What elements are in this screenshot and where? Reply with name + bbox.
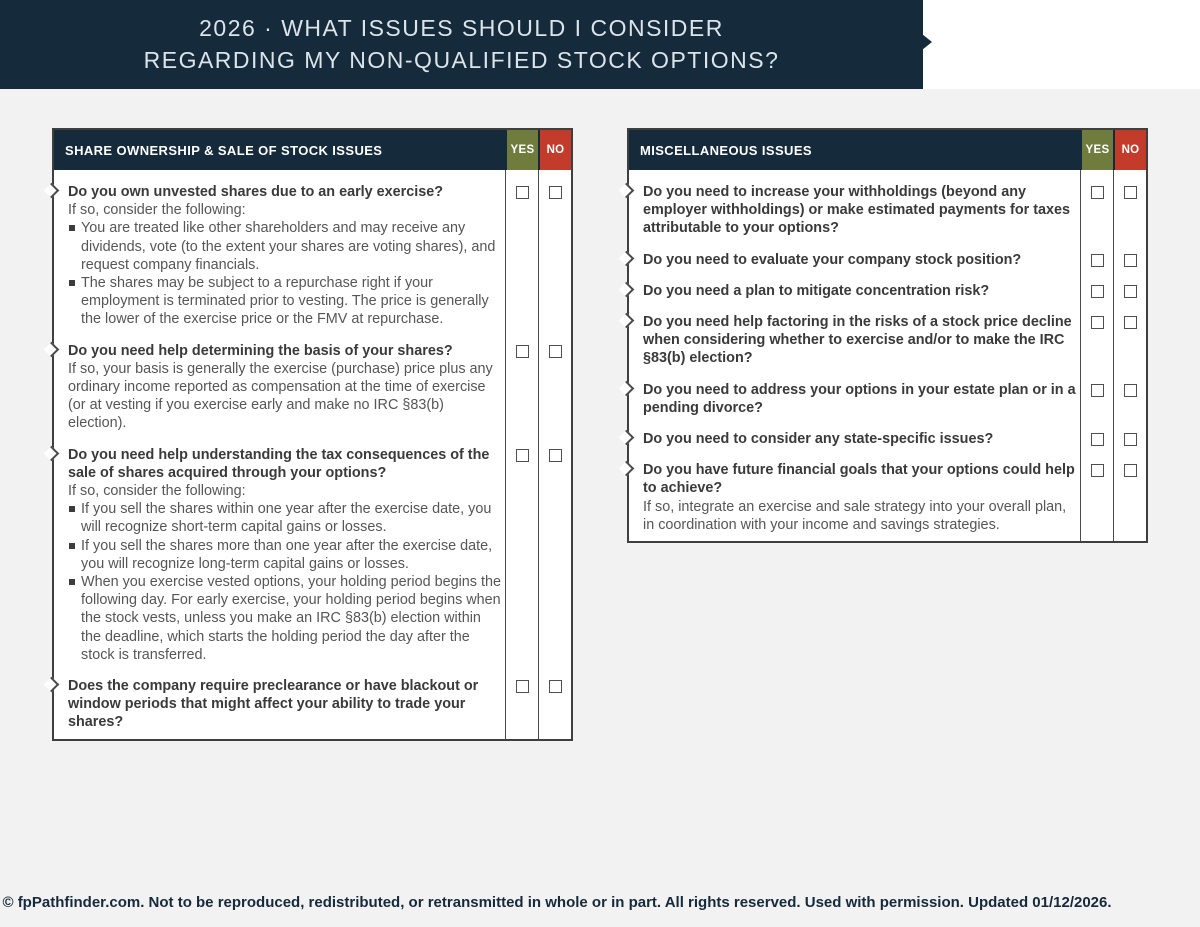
- no-checkbox[interactable]: [549, 449, 562, 462]
- yes-cell: [1080, 424, 1113, 455]
- question-text: Do you need help understanding the tax consequences of the sale of shares acquired through your options?: [68, 446, 490, 481]
- no-column-header: NO: [1113, 130, 1146, 170]
- no-cell: [1113, 307, 1146, 375]
- square-bullet-icon: [69, 543, 75, 549]
- question-row: [54, 170, 571, 336]
- question-text: Do you need help factoring in the risks of a stock price decline when considering whether to exercise and/or to make the IRC §83(b) election?: [643, 314, 1072, 367]
- question-note: If so, consider the following:: [68, 483, 246, 500]
- question-row: [54, 671, 571, 739]
- question-note: If so, integrate an exercise and sale strategy into your overall plan, in coordination with your income and savings strategies.: [643, 498, 1067, 533]
- question-note: If so, your basis is generally the exercise (purchase) price plus any ordinary income reported as compensation at the time of exercise (or at vesting if you exercise early and make no IRC §83(b) election).: [68, 360, 493, 432]
- question-text: Do you need to increase your withholdings (beyond any employer withholdings) or make estimated payments for taxes attributable to your options?: [643, 184, 1071, 237]
- yes-checkbox[interactable]: [1091, 285, 1104, 298]
- bullet-item: [68, 274, 501, 329]
- no-checkbox[interactable]: [1124, 254, 1137, 267]
- checklist-table-share-ownership: [52, 128, 573, 741]
- yes-checkbox[interactable]: [516, 449, 529, 462]
- yes-checkbox[interactable]: [1091, 384, 1104, 397]
- bullet-text: When you exercise vested options, your holding period begins the following day. For early exercise, your holding period begins when the stock vests, unless you make an IRC §83(b) election within the deadline, which starts the holding period the day after the stock is transferred.: [81, 574, 501, 663]
- page-title-line2: REGARDING MY NON-QUALIFIED STOCK OPTIONS?: [143, 47, 780, 73]
- checklist-table-miscellaneous: [627, 128, 1148, 543]
- no-checkbox[interactable]: [1124, 316, 1137, 329]
- no-cell: [1113, 424, 1146, 455]
- bullet-item: [68, 537, 501, 573]
- footer-copyright: © fpPathfinder.com. Not to be reproduced, redistributed, or retransmitted in whole or in part. All rights reserved. Used with permission. Updated 01/12/2026.: [2, 894, 1112, 911]
- yes-cell: [1080, 455, 1113, 541]
- yes-cell: [1080, 375, 1113, 424]
- no-cell: [1113, 245, 1146, 276]
- yes-cell: [505, 336, 538, 440]
- question-row: [629, 170, 1146, 245]
- chevron-right-icon: [44, 677, 60, 693]
- question-text: Do you need to consider any state-specific issues?: [643, 431, 994, 448]
- table-header: [54, 130, 571, 170]
- bullet-item: [68, 573, 501, 664]
- right-arrow-icon: [922, 34, 932, 50]
- no-cell: [538, 440, 571, 671]
- no-cell: [538, 671, 571, 739]
- yes-checkbox[interactable]: [1091, 316, 1104, 329]
- question-cell: [54, 440, 505, 671]
- chevron-right-icon: [619, 282, 635, 298]
- page-title-line1: 2026 · WHAT ISSUES SHOULD I CONSIDER: [199, 15, 724, 41]
- chevron-right-icon: [44, 445, 60, 461]
- chevron-right-icon: [619, 183, 635, 199]
- question-text: Do you have future financial goals that your options could help to achieve?: [643, 462, 1075, 497]
- question-cell: [629, 455, 1080, 541]
- header-white-strip: [923, 0, 1200, 89]
- bullet-text: If you sell the shares within one year after the exercise date, you will recognize short-term capital gains or losses.: [81, 501, 492, 536]
- chevron-right-icon: [619, 313, 635, 329]
- yes-cell: [1080, 307, 1113, 375]
- yes-checkbox[interactable]: [1091, 254, 1104, 267]
- bullet-item: [68, 219, 501, 274]
- question-row: [629, 455, 1146, 541]
- yes-column-header: YES: [1080, 130, 1113, 170]
- question-text: Do you own unvested shares due to an early exercise?: [68, 184, 444, 200]
- yes-checkbox[interactable]: [1091, 186, 1104, 199]
- chevron-right-icon: [44, 341, 60, 357]
- no-checkbox[interactable]: [549, 186, 562, 199]
- yes-cell: [1080, 170, 1113, 245]
- no-checkbox[interactable]: [1124, 285, 1137, 298]
- no-checkbox[interactable]: [1124, 433, 1137, 446]
- question-row: [629, 245, 1146, 276]
- yes-checkbox[interactable]: [516, 680, 529, 693]
- question-cell: [629, 170, 1080, 245]
- no-cell: [538, 170, 571, 336]
- no-checkbox[interactable]: [1124, 384, 1137, 397]
- question-cell: [54, 170, 505, 336]
- question-cell: [629, 424, 1080, 455]
- yes-checkbox[interactable]: [1091, 433, 1104, 446]
- chevron-right-icon: [619, 461, 635, 477]
- square-bullet-icon: [69, 225, 75, 231]
- question-cell: [629, 375, 1080, 424]
- bullet-text: If you sell the shares more than one year after the exercise date, you will recognize long-term capital gains or losses.: [81, 537, 493, 572]
- question-cell: [629, 245, 1080, 276]
- yes-cell: [505, 170, 538, 336]
- no-cell: [1113, 170, 1146, 245]
- bullet-text: You are treated like other shareholders and may receive any dividends, vote (to the extent your shares are voting shares), and request company financials.: [81, 220, 496, 273]
- yes-cell: [1080, 245, 1113, 276]
- question-text: Do you need to evaluate your company stock position?: [643, 251, 1022, 268]
- no-cell: [1113, 375, 1146, 424]
- chevron-right-icon: [619, 430, 635, 446]
- question-row: [54, 336, 571, 440]
- no-checkbox[interactable]: [549, 345, 562, 358]
- no-cell: [1113, 276, 1146, 307]
- bullet-item: [68, 500, 501, 536]
- no-cell: [1113, 455, 1146, 541]
- no-checkbox[interactable]: [1124, 464, 1137, 477]
- bullet-text: The shares may be subject to a repurchase right if your employment is terminated prior to vesting. The price is generally the lower of the exercise price or the FMV at repurchase.: [81, 275, 489, 328]
- yes-cell: [1080, 276, 1113, 307]
- question-cell: [629, 307, 1080, 375]
- yes-checkbox[interactable]: [516, 345, 529, 358]
- table-header: [629, 130, 1146, 170]
- no-cell: [538, 336, 571, 440]
- square-bullet-icon: [69, 280, 75, 286]
- no-checkbox[interactable]: [1124, 186, 1137, 199]
- chevron-right-icon: [44, 183, 60, 199]
- question-text: Do you need a plan to mitigate concentration risk?: [643, 282, 990, 299]
- question-row: [629, 307, 1146, 375]
- no-column-header: NO: [538, 130, 571, 170]
- page-title: [0, 12, 923, 76]
- question-row: [629, 424, 1146, 455]
- yes-column-header: YES: [505, 130, 538, 170]
- question-cell: [54, 671, 505, 739]
- question-row: [54, 440, 571, 671]
- chevron-right-icon: [619, 250, 635, 266]
- question-cell: [54, 336, 505, 440]
- question-cell: [629, 276, 1080, 307]
- yes-checkbox[interactable]: [1091, 464, 1104, 477]
- yes-cell: [505, 671, 538, 739]
- question-note: If so, consider the following:: [68, 202, 246, 219]
- table-title: MISCELLANEOUS ISSUES: [640, 142, 812, 158]
- question-row: [629, 375, 1146, 424]
- no-checkbox[interactable]: [549, 680, 562, 693]
- chevron-right-icon: [619, 380, 635, 396]
- question-text: Does the company require preclearance or have blackout or window periods that might affect your ability to trade your shares?: [68, 678, 479, 731]
- question-text: Do you need to address your options in your estate plan or in a pending divorce?: [643, 381, 1076, 416]
- square-bullet-icon: [69, 506, 75, 512]
- yes-cell: [505, 440, 538, 671]
- table-title: SHARE OWNERSHIP & SALE OF STOCK ISSUES: [65, 142, 383, 158]
- question-row: [629, 276, 1146, 307]
- square-bullet-icon: [69, 579, 75, 585]
- question-text: Do you need help determining the basis of your shares?: [68, 342, 453, 359]
- yes-checkbox[interactable]: [516, 186, 529, 199]
